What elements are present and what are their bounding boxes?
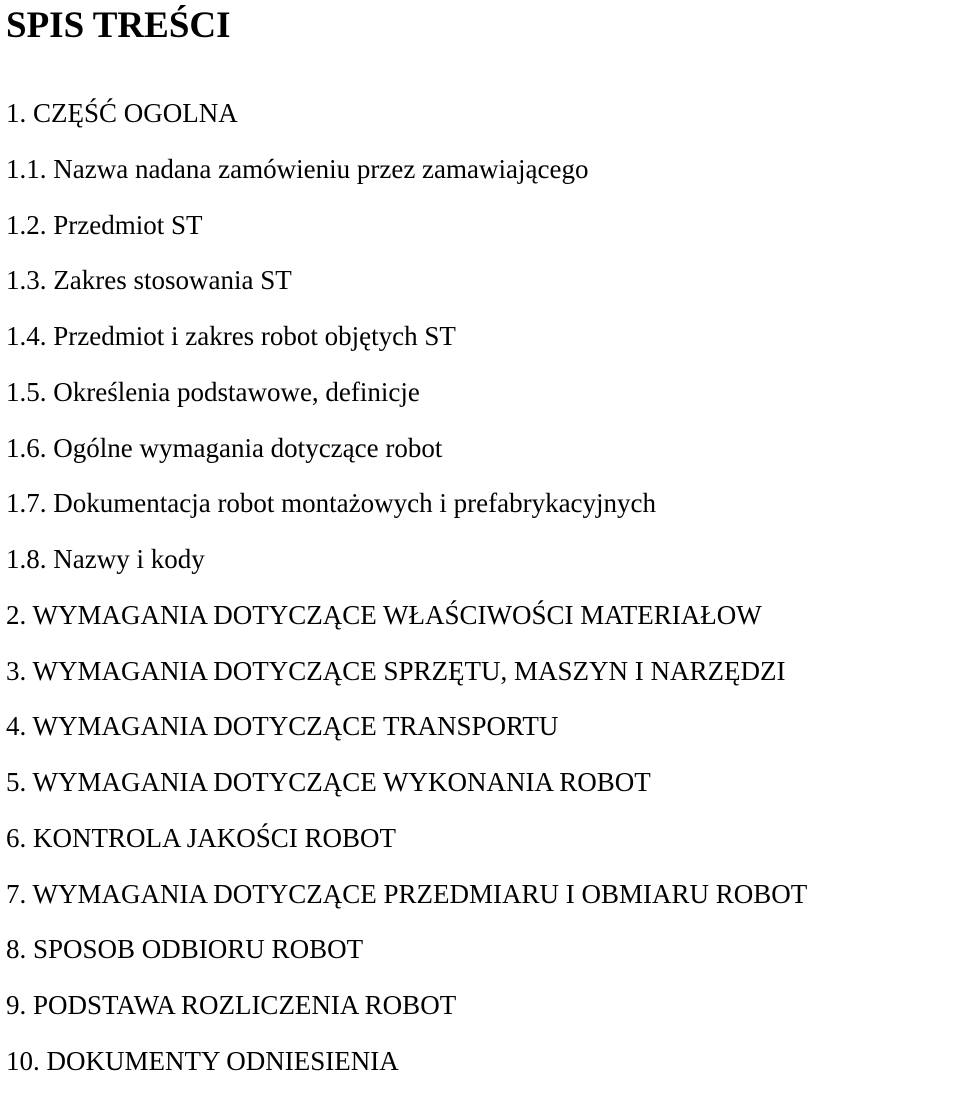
toc-entry-2: 2. WYMAGANIA DOTYCZĄCE WŁAŚCIWOŚCI MATERIAŁOW xyxy=(6,599,762,630)
toc-entry-1-4: 1.4. Przedmiot i zakres robot objętych ST xyxy=(6,321,456,351)
page-title: SPIS TREŚCI xyxy=(6,5,231,46)
toc-entry-4: 4. WYMAGANIA DOTYCZĄCE TRANSPORTU xyxy=(6,711,559,742)
toc-entry-1-6: 1.6. Ogólne wymagania dotyczące robot xyxy=(6,432,443,463)
toc-entry-1: 1. CZĘŚĆ OGOLNA xyxy=(6,98,238,128)
toc-entry-6: 6. KONTROLA JAKOŚCI ROBOT xyxy=(6,822,397,853)
toc-entry-1-7: 1.7. Dokumentacja robot montażowych i prefabrykacyjnych xyxy=(6,488,657,519)
table-of-contents xyxy=(6,93,807,1097)
toc-entry-5: 5. WYMAGANIA DOTYCZĄCE WYKONANIA ROBOT xyxy=(6,767,651,797)
toc-entry-10: 10. DOKUMENTY ODNIESIENIA xyxy=(6,1045,399,1076)
toc-entry-7: 7. WYMAGANIA DOTYCZĄCE PRZEDMIARU I OBMIARU ROBOT xyxy=(6,878,808,909)
toc-entry-3: 3. WYMAGANIA DOTYCZĄCE SPRZĘTU, MASZYN I NARZĘDZI xyxy=(6,655,786,686)
toc-entry-8: 8. SPOSOB ODBIORU ROBOT xyxy=(6,934,364,965)
toc-entry-9: 9. PODSTAWA ROZLICZENIA ROBOT xyxy=(6,990,457,1020)
toc-entry-1-3: 1.3. Zakres stosowania ST xyxy=(6,265,292,296)
toc-entry-1-1: 1.1. Nazwa nadana zamówieniu przez zamawiającego xyxy=(6,153,589,184)
toc-entry-1-5: 1.5. Określenia podstawowe, definicje xyxy=(6,376,420,407)
toc-entry-1-2: 1.2. Przedmiot ST xyxy=(6,209,203,240)
toc-entry-1-8: 1.8. Nazwy i kody xyxy=(6,544,205,574)
